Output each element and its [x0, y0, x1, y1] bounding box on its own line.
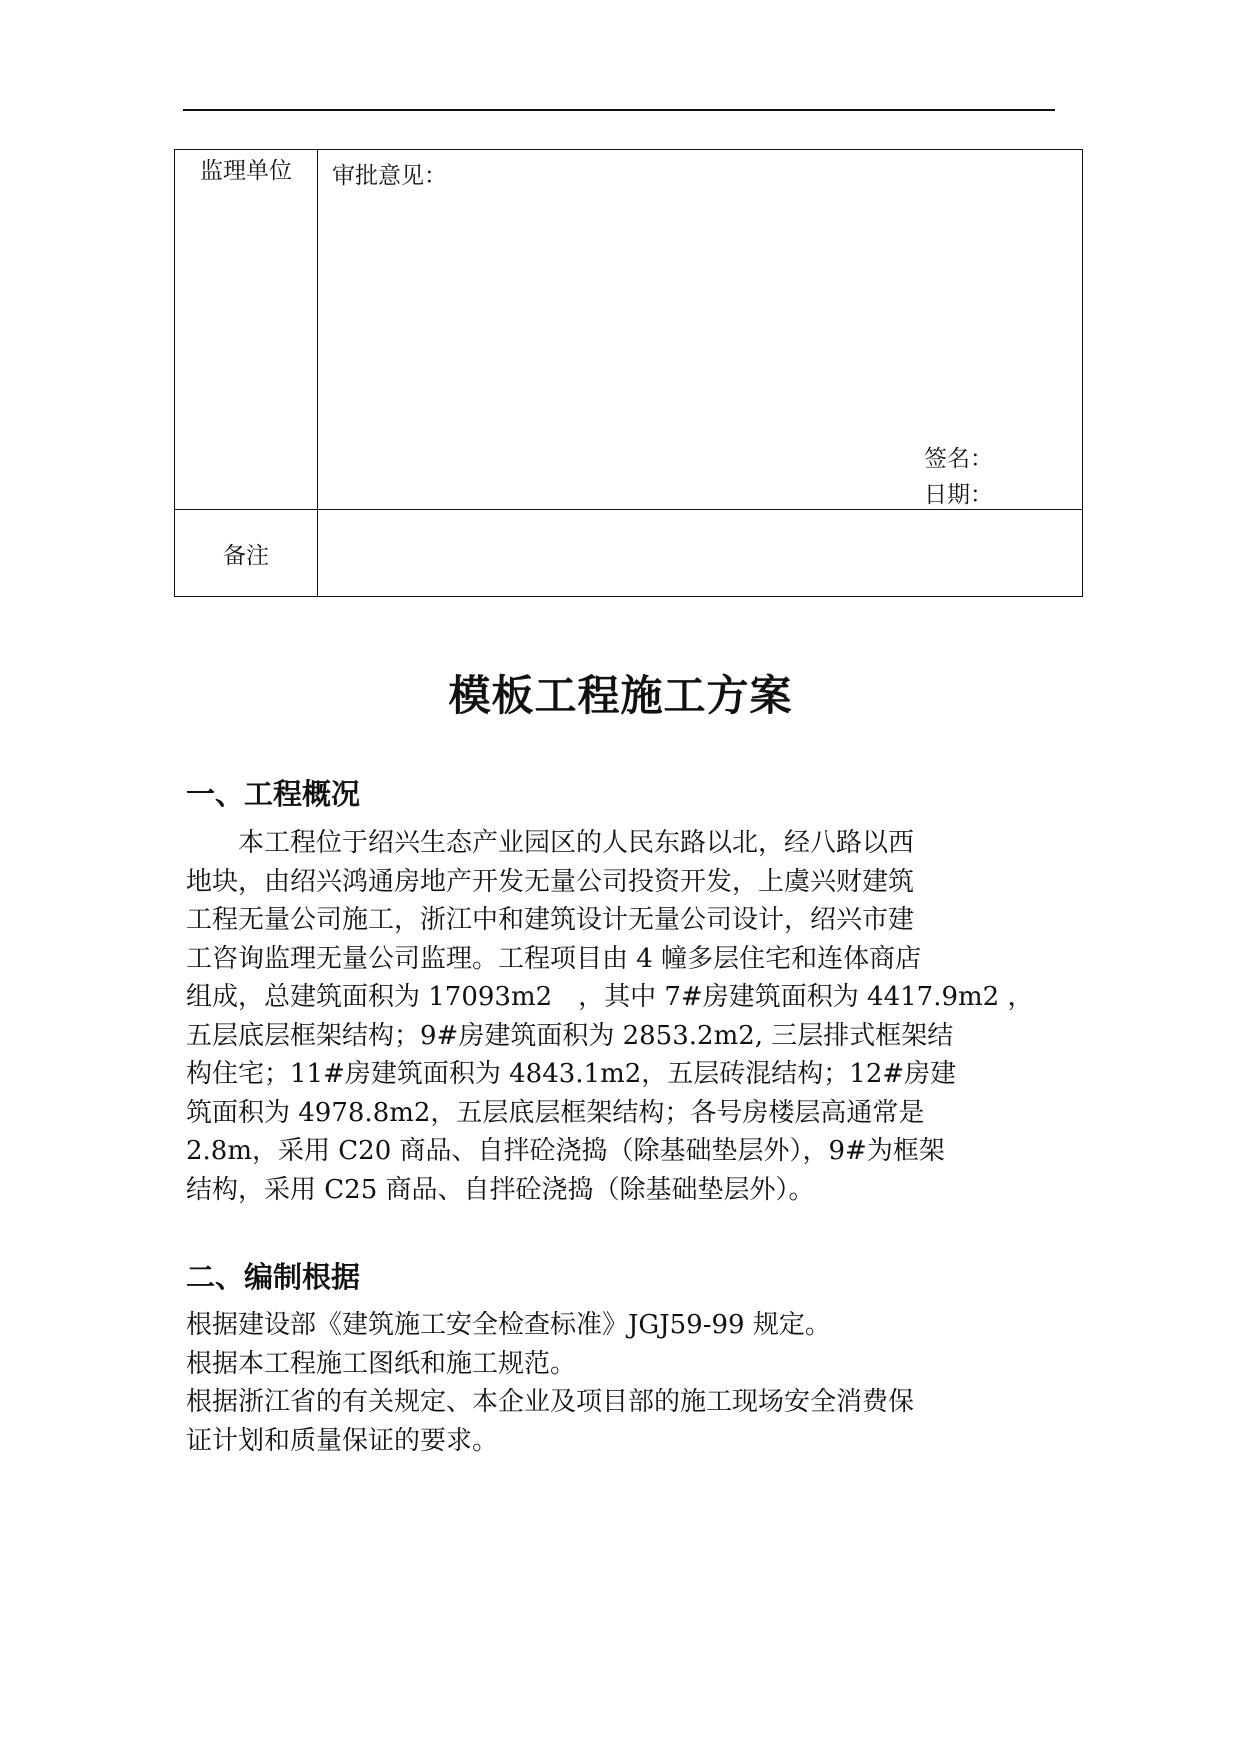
- remark-value: [318, 510, 1083, 597]
- paragraph-line: 五层底层框架结构；9#房建筑面积为 2853.2m2, 三层排式框架结: [186, 1020, 954, 1051]
- section-heading-overview: 一、工程概况: [186, 777, 361, 811]
- paragraph-line: 工程无量公司施工，浙江中和建筑设计无量公司设计，绍兴市建: [186, 905, 915, 935]
- basis-paragraph: [186, 1306, 1056, 1460]
- document-title: 模板工程施工方案: [448, 671, 793, 720]
- overview-paragraph: [186, 824, 1056, 1209]
- paragraph-line: 根据建设部《建筑施工安全检查标准》JGJ59-99 规定。: [186, 1310, 831, 1340]
- supervision-unit-label: 监理单位: [175, 150, 318, 510]
- header-rule: [183, 109, 1055, 111]
- remark-row: [175, 510, 1083, 597]
- paragraph-line: 本工程位于绍兴生态产业园区的人民东路以北，经八路以西: [186, 828, 915, 858]
- approval-table: [174, 149, 1083, 597]
- paragraph-line: 地块，由绍兴鸿通房地产开发无量公司投资开发，上虞兴财建筑: [186, 866, 915, 897]
- remark-label: 备注: [175, 510, 318, 597]
- signature-block: [924, 441, 993, 513]
- paragraph-line: 工咨询监理无量公司监理。工程项目由 4 幢多层住宅和连体商店: [186, 943, 922, 974]
- paragraph-line: 组成，总建筑面积为 17093m2 ，其中 7#房建筑面积为 4417.9m2 ，: [186, 982, 1034, 1012]
- signature-label: 签名：: [924, 446, 993, 472]
- paragraph-line: 筑面积为 4978.8m2，五层底层框架结构；各号房楼层高通常是: [186, 1097, 925, 1128]
- paragraph-line: 结构，采用 C25 商品、自拌砼浇捣（除基础垫层外）。: [186, 1174, 815, 1205]
- paragraph-line: 根据本工程施工图纸和施工规范。: [186, 1348, 577, 1379]
- approval-row: [175, 150, 1083, 510]
- approval-opinion-label: 审批意见：: [332, 163, 447, 189]
- approval-opinion-cell: [318, 150, 1083, 510]
- paragraph-line: 2.8m，采用 C20 商品、自拌砼浇捣（除基础垫层外），9#为框架: [186, 1136, 945, 1166]
- section-heading-basis: 二、编制根据: [186, 1260, 361, 1294]
- paragraph-line: 证计划和质量保证的要求。: [186, 1425, 499, 1456]
- paragraph-line: 根据浙江省的有关规定、本企业及项目部的施工现场安全消费保: [186, 1387, 915, 1417]
- date-label: 日期：: [924, 482, 993, 508]
- paragraph-line: 构住宅；11#房建筑面积为 4843.1m2，五层砖混结构；12#房建: [186, 1059, 957, 1089]
